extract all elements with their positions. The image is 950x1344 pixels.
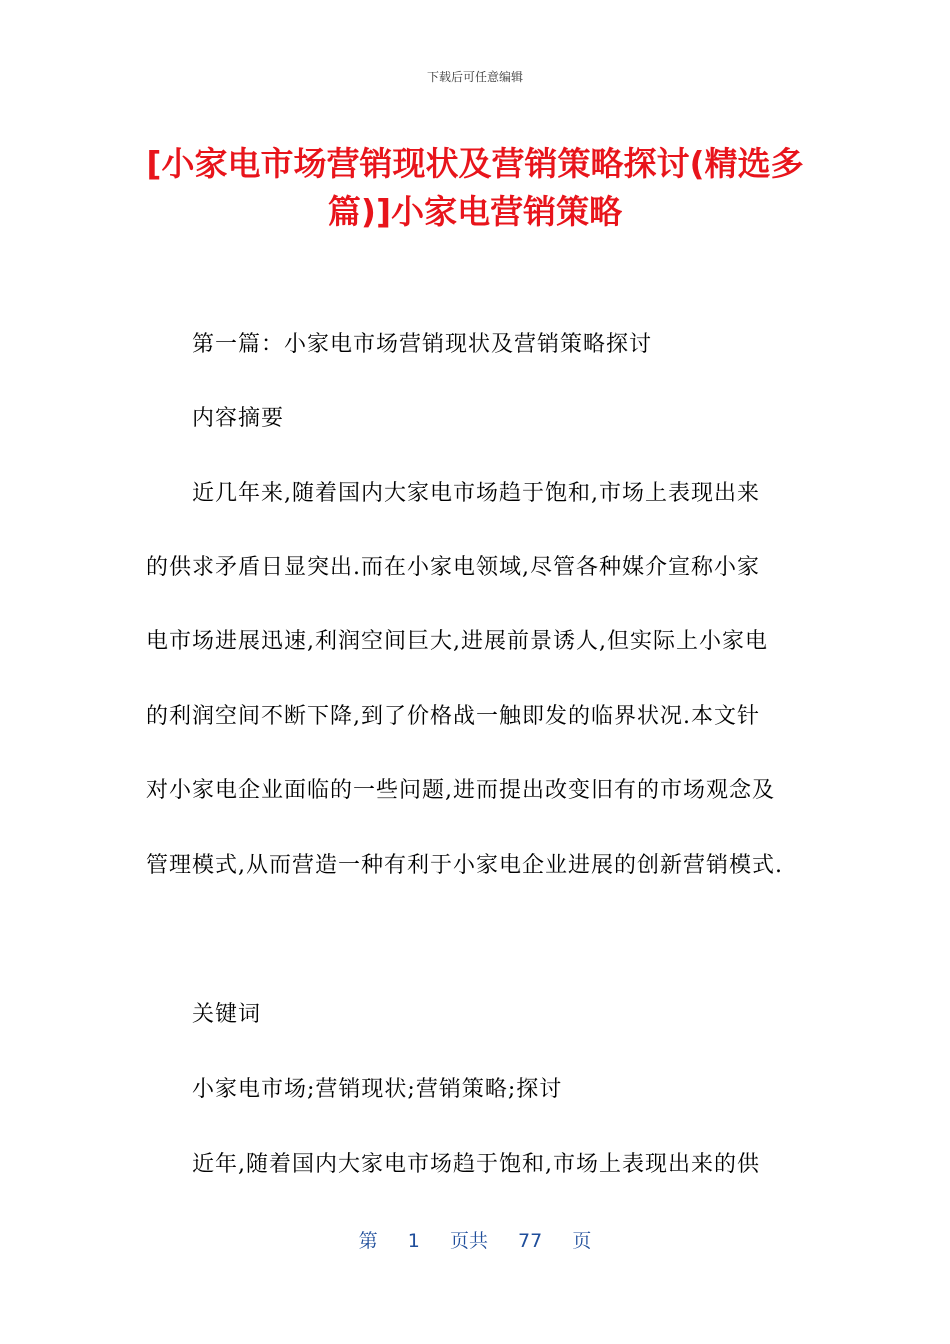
footer-page-number: 1 bbox=[407, 1230, 420, 1252]
abstract-line-4: 的利润空间不断下降,到了价格战一触即发的临界状况.本文针 bbox=[146, 704, 760, 729]
footer-middle: 页共 bbox=[449, 1230, 488, 1252]
keywords-label: 关键词 bbox=[192, 1002, 262, 1027]
footer-prefix: 第 bbox=[358, 1230, 378, 1252]
section-heading: 第一篇：小家电市场营销现状及营销策略探讨 bbox=[192, 332, 653, 357]
abstract-line-2: 的供求矛盾日显突出.而在小家电领域,尽管各种媒介宣称小家 bbox=[146, 555, 760, 580]
footer-total-pages: 77 bbox=[518, 1230, 543, 1252]
page-footer bbox=[0, 1226, 950, 1253]
header-note: 下载后可任意编辑 bbox=[426, 70, 523, 84]
abstract-line-3: 电市场进展迅速,利润空间巨大,进展前景诱人,但实际上小家电 bbox=[146, 629, 768, 654]
keywords-list: 小家电市场;营销现状;营销策略;探讨 bbox=[192, 1077, 563, 1102]
abstract-line-6: 管理模式,从而营造一种有利于小家电企业进展的创新营销模式. bbox=[146, 853, 783, 878]
abstract-label: 内容摘要 bbox=[192, 406, 285, 431]
abstract-line-5: 对小家电企业面临的一些问题,进而提出改变旧有的市场观念及 bbox=[146, 778, 775, 803]
abstract-line-1: 近几年来,随着国内大家电市场趋于饱和,市场上表现出来 bbox=[192, 481, 760, 506]
document-title: [小家电市场营销现状及营销策略探讨(精选多篇)]小家电营销策略 bbox=[146, 144, 804, 231]
intro-line: 近年,随着国内大家电市场趋于饱和,市场上表现出来的供 bbox=[192, 1152, 760, 1177]
footer-suffix: 页 bbox=[572, 1230, 592, 1252]
